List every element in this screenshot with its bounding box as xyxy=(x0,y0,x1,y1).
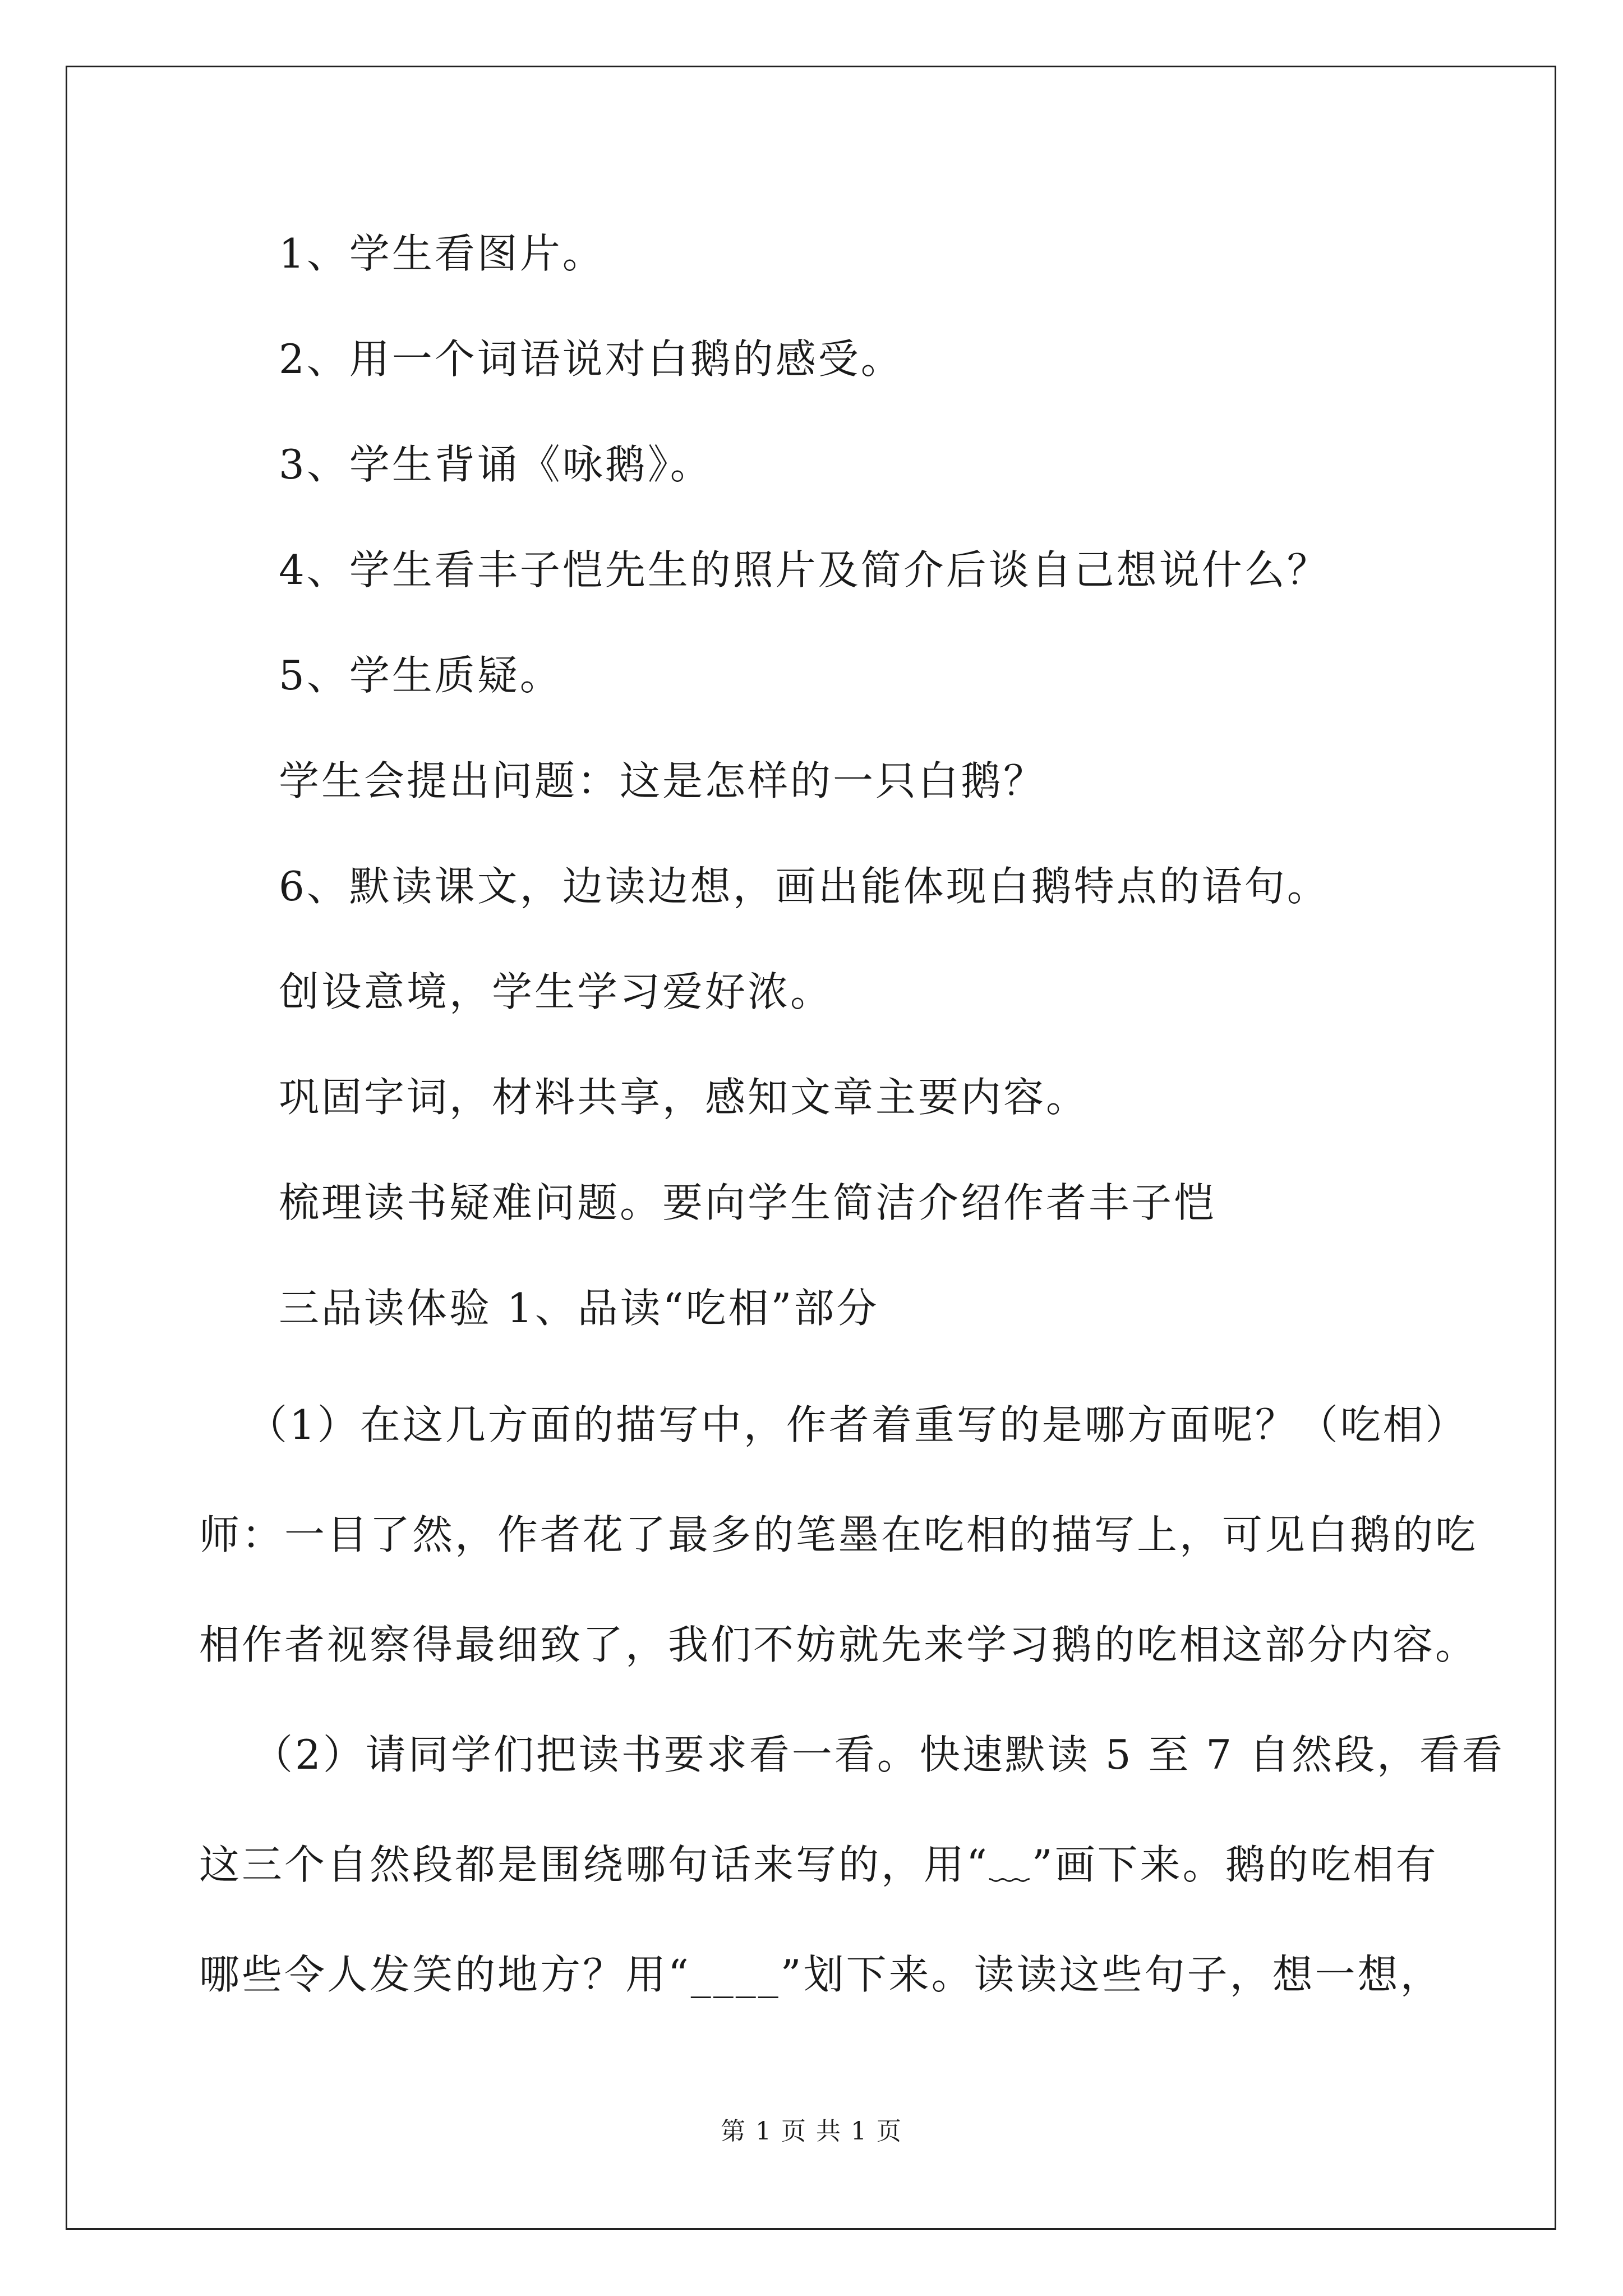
text-line: 3、学生背诵《咏鹅》。 xyxy=(279,441,713,488)
text-line: 巩固字词，材料共享，感知文章主要内容。 xyxy=(279,1074,1089,1121)
text-line: 这三个自然段都是围绕哪句话来写的，用“﹏”画下来。鹅的吃相有 xyxy=(199,1841,1438,1888)
text-line: 相作者视察得最细致了，我们不妨就先来学习鹅的吃相这部分内容。 xyxy=(199,1621,1478,1668)
text-line: 5、学生质疑。 xyxy=(279,652,562,699)
text-line: 学生会提出问题：这是怎样的一只白鹅？ xyxy=(279,757,1046,804)
text-line: 6、默读课文，边读边想，画出能体现白鹅特点的语句。 xyxy=(279,863,1330,910)
text-line: 师：一目了然，作者花了最多的笔墨在吃相的描写上，可见白鹅的吃 xyxy=(199,1511,1478,1558)
page-footer: 第 1 页 共 1 页 xyxy=(721,2117,902,2146)
text-line: 梳理读书疑难问题。要向学生简洁介绍作者丰子恺 xyxy=(279,1179,1217,1226)
text-line: 4、学生看丰子恺先生的照片及简介后谈自己想说什么？ xyxy=(279,546,1330,593)
page-border xyxy=(66,66,1556,2230)
text-line: 哪些令人发笑的地方？用“____”划下来。读读这些句子，想一想， xyxy=(199,1951,1443,1998)
text-line: 1、学生看图片。 xyxy=(279,230,605,277)
text-line: 创设意境，学生学习爱好浓。 xyxy=(279,968,833,1015)
text-line: （1）在这几方面的描写中，作者着重写的是哪方面呢？（吃相） xyxy=(247,1401,1468,1448)
text-line: 三品读体验 1、品读“吃相”部分 xyxy=(279,1285,879,1332)
text-line: 2、用一个词语说对白鹅的感受。 xyxy=(279,335,903,383)
text-line: （2）请同学们把读书要求看一看。快速默读 5 至 7 自然段，看看 xyxy=(252,1731,1505,1778)
